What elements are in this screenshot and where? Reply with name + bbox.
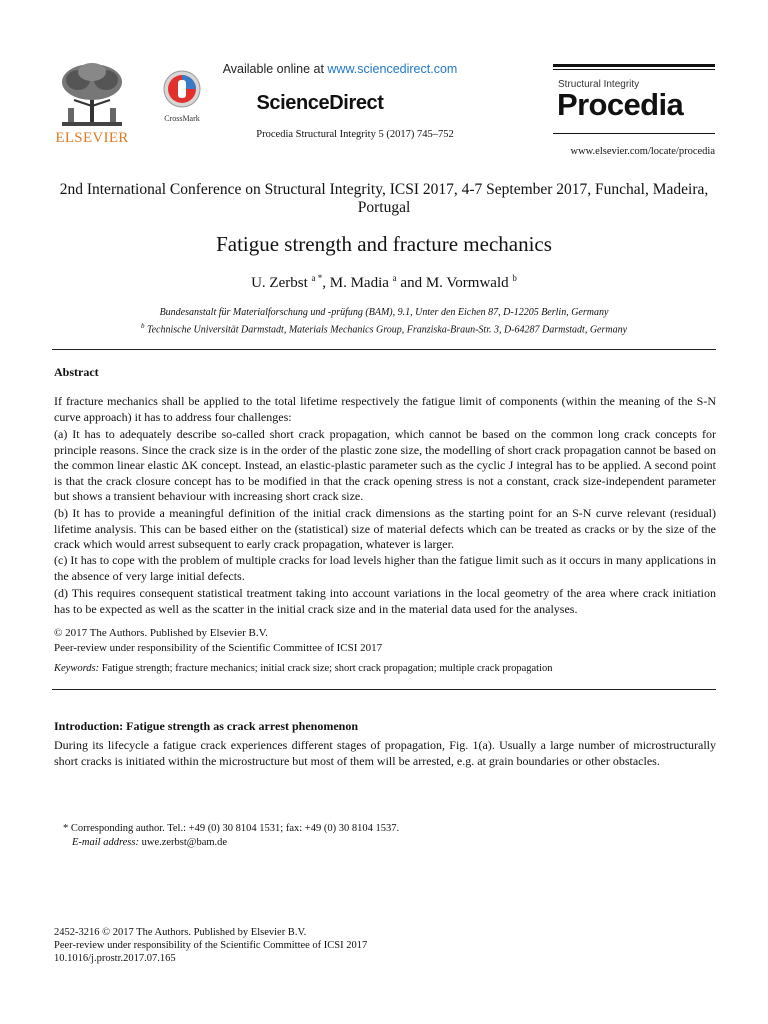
copyright-line: © 2017 The Authors. Published by Elsevier B.V.	[54, 627, 268, 639]
abstract-paragraph: (a) It has to adequately describe so-called short crack propagation, which cannot be based on the common long crack concepts for principle reasons. Since the crack size is in the order of the plastic zone size, the modelling of short crack propagation cannot be based on the common linear elastic ΔK concept. Instead, an elastic-plastic parameter such as the cyclic J integral has to be applied. A second point is that the crack closure concept has to be modified in that the crack opening stress is not a constant, crack size-independent parameter but shows a transient behaviour with increasing short crack size.	[54, 427, 716, 503]
affiliation	[52, 322, 716, 335]
abstract-heading: Abstract	[54, 365, 99, 379]
bottom-peer-review: Peer-review under responsibility of the Scientific Committee of ICSI 2017	[54, 940, 368, 951]
affiliation-text: Technische Universität Darmstadt, Materials Mechanics Group, Franziska-Braun-Str. 3, D-64287 Darmstadt, Germany	[144, 324, 628, 336]
sciencedirect-logo: ScienceDirect	[256, 92, 384, 114]
keywords-list: Fatigue strength; fracture mechanics; initial crack size; short crack propagation; multiple crack propagation	[99, 663, 553, 674]
elsevier-tree-icon	[56, 60, 128, 128]
abstract-paragraph: If fracture mechanics shall be applied to the total lifetime respectively the fatigue limit of components (within the meaning of the S-N curve approach) it has to address four challenges:	[54, 394, 716, 424]
corresponding-author: * Corresponding author. Tel.: +49 (0) 30 8104 1531; fax: +49 (0) 30 8104 1537.	[63, 823, 400, 834]
intro-paragraph: During its lifecycle a fatigue crack experiences different stages of propagation, Fig. 1(a). Usually a large number of microstructurally short cracks is initiated within the microstructure but most of them will be arrested, e.g. at grain boundaries or other obstacles.	[54, 738, 716, 768]
keywords	[54, 662, 716, 676]
affiliation-mark: b	[140, 322, 145, 330]
journal-url[interactable]: www.elsevier.com/locate/procedia	[570, 146, 715, 157]
available-prefix: Available online at	[222, 62, 328, 76]
divider	[52, 349, 716, 350]
email-label: E-mail address:	[72, 837, 139, 848]
affiliation-text: Bundesanstalt für Materialforschung und -prüfung (BAM), 9.1, Unter den Eichen 87, D-12205 Berlin, Germany	[159, 307, 609, 318]
procedia-title: Procedia	[557, 87, 684, 122]
crossmark-badge[interactable]	[160, 70, 204, 122]
email-line	[72, 836, 672, 850]
author-separator: and	[396, 275, 426, 291]
affiliation	[52, 307, 716, 318]
journal-citation: Procedia Structural Integrity 5 (2017) 745–752	[256, 129, 454, 140]
crossmark-icon	[163, 70, 201, 108]
author-list	[52, 273, 716, 292]
sciencedirect-link[interactable]: www.sciencedirect.com	[327, 62, 458, 76]
available-online	[200, 62, 480, 76]
crossmark-label: CrossMark	[164, 114, 200, 123]
keywords-label: Keywords:	[54, 663, 100, 674]
procedia-rule-bottom	[553, 133, 715, 134]
procedia-logo	[553, 64, 715, 140]
author-affiliation-mark: b	[512, 273, 517, 283]
author-affiliation-mark: a *	[311, 273, 323, 283]
author-name: U. Zerbst	[251, 275, 308, 291]
email-address[interactable]: uwe.zerbst@bam.de	[138, 837, 228, 848]
author-name: M. Vormwald	[425, 275, 509, 291]
author-affiliation-mark: a	[392, 273, 397, 283]
conference-name: 2nd International Conference on Structural Integrity, ICSI 2017, 4-7 September 2017, Funchal, Madeira, Portugal	[59, 181, 709, 216]
author-separator: ,	[322, 275, 330, 291]
procedia-rule-top	[553, 64, 715, 67]
peer-review-line: Peer-review under responsibility of the Scientific Committee of ICSI 2017	[54, 642, 383, 654]
abstract-paragraph: (b) It has to provide a meaningful definition of the initial crack dimensions as the starting point for an S-N curve relevant (residual) lifetime analysis. This can be based either on the (statistical) size of material defects which can be treated as cracks or by the size of the crack which would arrest subsequent to early crack propagation, whatever is larger.	[54, 506, 716, 551]
abstract-paragraph: (d) This requires consequent statistical treatment taking into account variations in the local geometry of the area where crack initiation has to be expected as well as the scatter in the initial crack size and in the material data used for the analyses.	[54, 586, 716, 616]
divider	[52, 689, 716, 690]
author-name: M. Madia	[329, 275, 389, 291]
doi[interactable]: 10.1016/j.prostr.2017.07.165	[54, 953, 176, 964]
procedia-rule-thin	[553, 69, 715, 70]
elsevier-logo	[52, 60, 132, 150]
issn-line: 2452-3216 © 2017 The Authors. Published by Elsevier B.V.	[54, 927, 307, 938]
paper-title: Fatigue strength and fracture mechanics	[216, 232, 552, 256]
section-heading: Introduction: Fatigue strength as crack arrest phenomenon	[54, 719, 358, 733]
publisher-name: ELSEVIER	[55, 130, 129, 146]
abstract-paragraph: (c) It has to cope with the problem of multiple cracks for load levels higher than the fatigue limit such as it occurs in many applications in the absence of very large initial defects.	[54, 553, 716, 583]
procedia-subtitle: Structural Integrity	[558, 79, 640, 90]
